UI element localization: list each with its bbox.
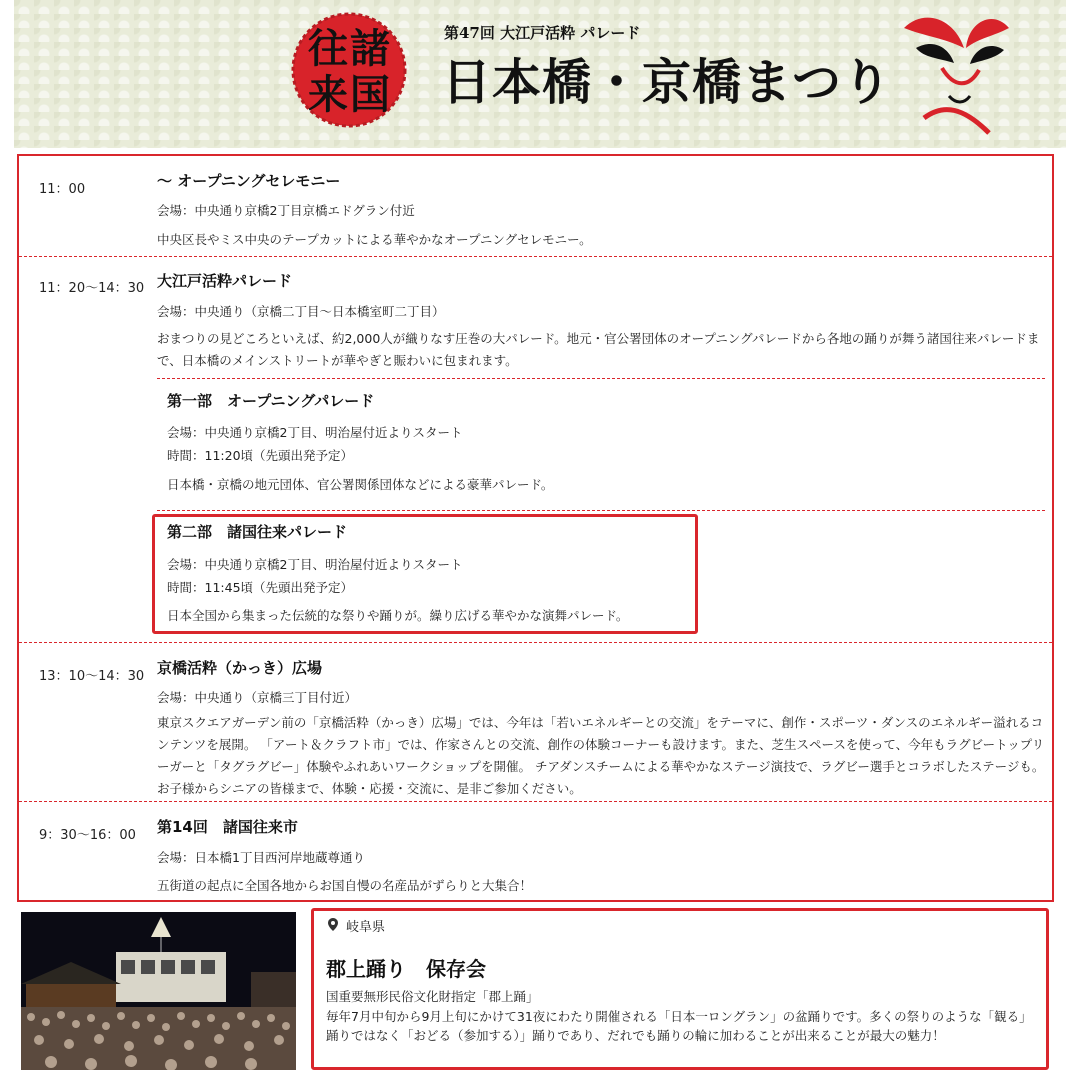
featured-group-card [311, 908, 1049, 1070]
kabuki-mask-illustration [894, 8, 1019, 138]
event-title: 第14回 諸国往来市 [157, 818, 298, 836]
svg-text:諸: 諸 [350, 25, 390, 72]
highlighted-part-outline [152, 514, 698, 634]
description-text: 毎年7月中旬から9月上旬にかけて31夜にわたり開催される「日本一ロングラン」の盆踊りです。多くの祭りのような「観る」踊りではなく「おどる（参加する）」踊りであり、だれでも踊りの輪に加わることが出来ることが最大の魅力！ [326, 1008, 1032, 1043]
event-description: 五街道の起点に全国各地からお国自慢の名産品がずらりと大集合！ [157, 878, 533, 893]
schedule-table [17, 154, 1054, 902]
event-venue: 会場：中央通り京橋2丁目京橋エドグラン付近 [157, 203, 415, 218]
designation-text: 国重要無形民俗文化財指定「郡上踊」 [326, 989, 539, 1004]
event-title: 大江戸活粋パレード [157, 272, 293, 290]
event-time: 13：10〜14：30 [39, 669, 145, 684]
group-description [326, 987, 1042, 1046]
event-time: 9：30〜16：00 [39, 828, 136, 843]
schedule-row [19, 801, 1052, 902]
part-venue: 会場：中央通り京橋2丁目、明治屋付近よりスタート [167, 425, 463, 440]
event-title: 京橋活粋（かっき）広場 [157, 659, 323, 677]
event-description: おまつりの見どころといえば、約2,000人が織りなす圧巻の大パレード。地元・官公署団体のオープニングパレードから各地の踊りが舞う諸国往来パレードまで、日本橋のメインストリートが華やぎと賑わいに包まれます。 [157, 331, 1040, 368]
festival-seal-logo [284, 8, 414, 138]
part-time: 時間：11:20頃（先頭出発予定） [167, 448, 354, 463]
prefecture-label: 岐阜県 [346, 920, 386, 935]
page-title: 日本橋・京橋まつり [442, 53, 893, 111]
part-venue: 会場：中央通り京橋2丁目、明治屋付近よりスタート [167, 557, 463, 572]
event-description: 中央区長やミス中央のテープカットによる華やかなオープニングセレモニー。 [157, 232, 592, 247]
banner-subtitle: 第47回 大江戸活粋 パレード [444, 24, 641, 42]
event-time: 11：00 [39, 182, 86, 197]
svg-text:来: 来 [308, 71, 348, 118]
group-name: 郡上踊り 保存会 [326, 957, 486, 981]
svg-text:国: 国 [350, 71, 390, 118]
part-title: 第二部 諸国往来パレード [167, 523, 348, 541]
event-time: 11：20〜14：30 [39, 281, 145, 296]
location-pin-icon [328, 918, 338, 931]
festival-night-photo [21, 912, 296, 1070]
event-description: 東京スクエアガーデン前の「京橋活粋（かっき）広場」では、今年は「若いエネルギーとの交流」をテーマに、創作・スポーツ・ダンスのエネルギー溢れるコンテンツを展開。 「アート＆クラフト市」では、作家さんとの交流、創作の体験コーナーも設けます。また、芝生スペースを使って、今年もラグビートップリーガーと「タグラグビー」体験やふれあいワークショップを開催。 チアダンスチームによる華やかなステージ演技で、ラグビー選手とコラボしたステージも。 お子様からシニアの皆様まで、体験・応援・交流に、是非ご参加ください。 [157, 715, 1045, 796]
part-time: 時間：11:45頃（先頭出発予定） [167, 580, 354, 595]
schedule-row [19, 642, 1052, 801]
part-title: 第一部 オープニングパレード [167, 392, 375, 410]
event-venue: 会場：日本橋1丁目西河岸地蔵尊通り [157, 850, 365, 865]
event-venue: 会場：中央通り（京橋二丁目〜日本橋室町二丁目） [157, 304, 445, 319]
svg-text:往: 往 [308, 25, 348, 72]
schedule-row [19, 156, 1052, 256]
part-description: 日本橋・京橋の地元団体、官公署関係団体などによる豪華パレード。 [167, 477, 554, 492]
header-banner [14, 0, 1066, 148]
event-venue: 会場：中央通り（京橋三丁目付近） [157, 690, 358, 705]
part-description: 日本全国から集まった伝統的な祭りや踊りが。繰り広げる華やかな演舞パレード。 [167, 608, 629, 623]
event-title: 〜 オープニングセレモニー [157, 172, 341, 190]
parade-part-1 [157, 378, 1045, 510]
